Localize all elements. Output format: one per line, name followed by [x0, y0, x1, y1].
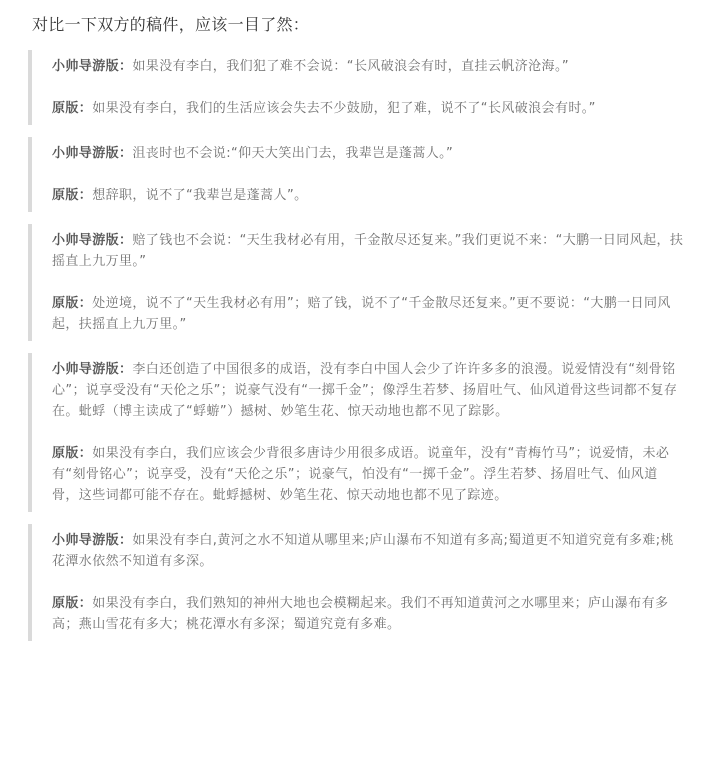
paragraph-text: 如果没有李白，我们犯了难不会说：“长风破浪会有时，直挂云帆济沧海。” [132, 59, 569, 74]
paragraph-original-version [52, 98, 684, 119]
intro-text: 对比一下双方的稿件，应该一目了然： [32, 15, 310, 34]
label-original-version: 原版： [52, 296, 93, 311]
quote-block-4 [28, 353, 684, 512]
label-guide-version: 小帅导游版： [52, 533, 133, 548]
label-guide-version: 小帅导游版： [52, 59, 133, 74]
paragraph-guide-version [52, 230, 684, 272]
quote-block-1 [28, 50, 684, 125]
paragraph-guide-version [52, 530, 684, 572]
quote-block-3 [28, 224, 684, 341]
label-original-version: 原版： [52, 188, 93, 203]
paragraph-original-version [52, 593, 684, 635]
paragraph-text: 如果没有李白，我们的生活应该会失去不少鼓励，犯了难，说不了“长风破浪会有时。” [92, 101, 596, 116]
paragraph-guide-version [52, 143, 684, 164]
paragraph-text: 沮丧时也不会说:“仰天大笑出门去，我辈岂是蓬蒿人。” [132, 146, 454, 161]
paragraph-original-version [52, 443, 684, 506]
label-original-version: 原版： [52, 101, 93, 116]
paragraph-text: 如果没有李白，我们应该会少背很多唐诗少用很多成语。说童年，没有“青梅竹马”；说爱情，未必有“刻骨铭心”；说享受，没有“天伦之乐”；说豪气，怕没有“一掷千金”。浮生若梦、扬眉吐气、仙风道骨，这些词都可能不存在。蚍蜉撼树、妙笔生花、惊天动地也都不见了踪迹。 [52, 446, 670, 503]
quote-block-5 [28, 524, 684, 641]
paragraph-original-version [52, 185, 684, 206]
paragraph-text: 处逆境，说不了“天生我材必有用”；赔了钱，说不了“千金散尽还复来。”更不要说：“大鹏一日同风起，扶摇直上九万里。” [52, 296, 671, 332]
label-original-version: 原版： [52, 446, 93, 461]
paragraph-guide-version [52, 56, 684, 77]
quote-block-2 [28, 137, 684, 212]
paragraph-text: 李白还创造了中国很多的成语，没有李白中国人会少了许许多多的浪漫。说爱情没有“刻骨铭心”；说享受没有“天伦之乐”；说豪气没有“一掷千金”；像浮生若梦、扬眉吐气、仙风道骨这些词都不复存在。蚍蜉（博主读成了“蜉蝣”）撼树、妙笔生花、惊天动地也都不见了踪影。 [52, 362, 678, 419]
label-guide-version: 小帅导游版： [52, 362, 133, 377]
paragraph-guide-version [52, 359, 684, 422]
paragraph-text: 如果没有李白，我们熟知的神州大地也会模糊起来。我们不再知道黄河之水哪里来；庐山瀑布有多高；燕山雪花有多大；桃花潭水有多深；蜀道究竟有多难。 [52, 596, 669, 632]
paragraph-original-version [52, 293, 684, 335]
label-guide-version: 小帅导游版： [52, 146, 133, 161]
label-original-version: 原版： [52, 596, 93, 611]
paragraph-text: 想辞职，说不了“我辈岂是蓬蒿人”。 [92, 188, 308, 203]
paragraph-text: 赔了钱也不会说：“天生我材必有用，千金散尽还复来。”我们更说不来：“大鹏一日同风起，扶摇直上九万里。” [52, 233, 684, 269]
paragraph-text: 如果没有李白,黄河之水不知道从哪里来;庐山瀑布不知道有多高;蜀道更不知道究竟有多难;桃花潭水依然不知道有多深。 [52, 533, 674, 569]
label-guide-version: 小帅导游版： [52, 233, 133, 248]
